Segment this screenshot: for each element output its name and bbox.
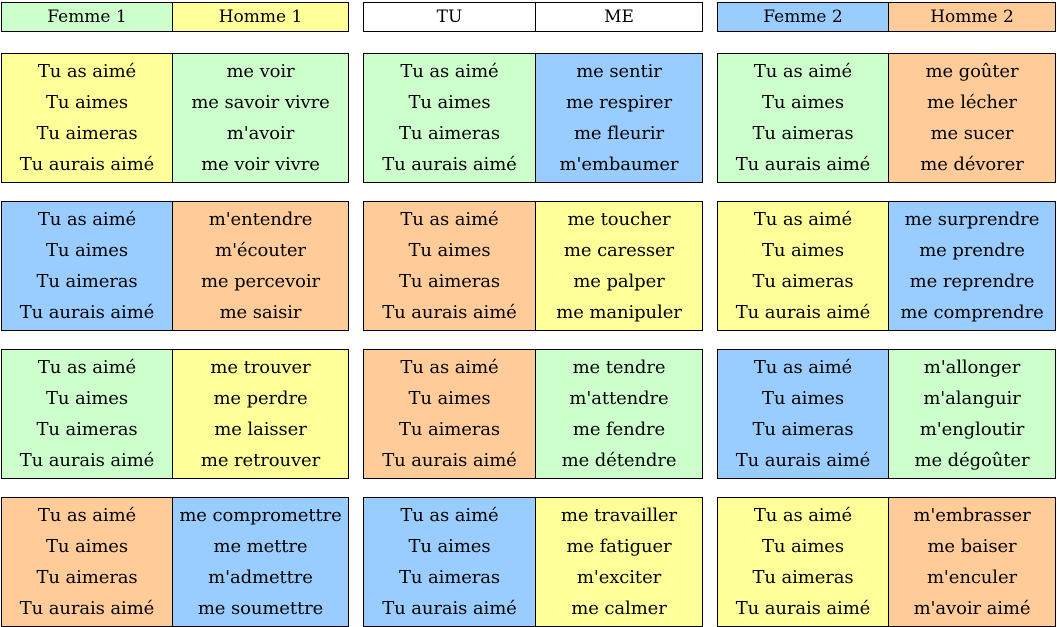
tu-form-text: Tu aimes	[762, 387, 844, 409]
conjugation-block	[363, 497, 703, 627]
me-verb-text: me saisir	[219, 301, 302, 323]
me-verb-text: me savoir vivre	[191, 91, 330, 113]
conjugation-block	[1, 201, 349, 331]
me-verbs-column	[535, 202, 702, 330]
tu-form-text: Tu as aimé	[400, 60, 499, 82]
me-verbs-column	[172, 350, 348, 478]
tu-form-text: Tu as aimé	[753, 208, 853, 230]
conjugation-block	[1, 53, 349, 183]
me-verbs-column	[172, 202, 348, 330]
me-verb-text: m'enculer	[926, 566, 1018, 588]
me-verbs-column	[172, 54, 348, 182]
me-verb-text: me palper	[573, 270, 665, 292]
tu-form-text: Tu aurais aimé	[382, 153, 517, 175]
tu-forms-column	[364, 202, 535, 330]
tu-form-text: Tu as aimé	[37, 208, 137, 230]
me-verb-text: me baiser	[927, 535, 1017, 557]
me-verb-text: me trouver	[210, 356, 311, 378]
conjugation-block	[363, 53, 703, 183]
conjugation-block	[363, 349, 703, 479]
me-verb-text: me lécher	[927, 91, 1017, 113]
tu-form-text: Tu as aimé	[753, 504, 853, 526]
tu-form-text: Tu as aimé	[37, 356, 137, 378]
me-verb-text: m'écouter	[215, 239, 306, 261]
me-verb-text: me respirer	[566, 91, 672, 113]
header-label: Femme 2	[718, 3, 888, 31]
tu-form-text: Tu aurais aimé	[19, 449, 155, 471]
me-verb-text: me perdre	[213, 387, 308, 409]
tu-form-text: Tu as aimé	[400, 208, 499, 230]
me-verb-text: me percevoir	[200, 270, 321, 292]
me-verb-text: m'attendre	[569, 387, 669, 409]
tu-forms-column	[2, 498, 172, 626]
tu-form-text: Tu aurais aimé	[19, 597, 155, 619]
me-verb-text: me travailler	[560, 504, 678, 526]
me-verb-text: me détendre	[561, 449, 677, 471]
column-header-group	[1, 2, 349, 32]
tu-form-text: Tu aimeras	[398, 270, 501, 292]
me-verb-text: me caresser	[563, 239, 675, 261]
me-verbs-column	[888, 498, 1055, 626]
me-verb-text: m'exciter	[576, 566, 662, 588]
me-verb-text: m'embrasser	[913, 504, 1031, 526]
me-verb-text: me fleurir	[573, 122, 665, 144]
tu-form-text: Tu aimeras	[752, 418, 854, 440]
tu-form-text: Tu aurais aimé	[19, 153, 155, 175]
me-verb-text: m'avoir	[226, 122, 295, 144]
me-verb-text: me reprendre	[909, 270, 1035, 292]
me-verb-text: me tendre	[572, 356, 666, 378]
conjugation-block	[363, 201, 703, 331]
tu-forms-column	[2, 202, 172, 330]
me-verb-text: me retrouver	[200, 449, 321, 471]
me-verbs-column	[888, 350, 1055, 478]
tu-forms-column	[718, 350, 888, 478]
tu-form-text: Tu aimeras	[398, 122, 501, 144]
tu-form-text: Tu as aimé	[37, 504, 137, 526]
me-verb-text: m'engloutir	[919, 418, 1025, 440]
me-verbs-column	[535, 350, 702, 478]
me-verb-text: me compromettre	[179, 504, 342, 526]
me-verb-text: me soumettre	[197, 597, 324, 619]
tu-form-text: Tu as aimé	[37, 60, 137, 82]
tu-forms-column	[2, 54, 172, 182]
tu-forms-column	[364, 54, 535, 182]
me-verb-text: m'embaumer	[559, 153, 679, 175]
me-verbs-column	[535, 498, 702, 626]
tu-form-text: Tu as aimé	[753, 60, 853, 82]
tu-form-text: Tu aimes	[762, 239, 844, 261]
conjugation-block	[1, 349, 349, 479]
conjugation-block	[1, 497, 349, 627]
me-verbs-column	[888, 54, 1055, 182]
me-verb-text: m'admettre	[208, 566, 313, 588]
tu-form-text: Tu aurais aimé	[382, 597, 517, 619]
tu-forms-column	[718, 202, 888, 330]
tu-forms-column	[364, 498, 535, 626]
me-verb-text: me calmer	[571, 597, 667, 619]
me-verbs-column	[172, 498, 348, 626]
me-verb-text: me manipuler	[556, 301, 682, 323]
tu-form-text: Tu aurais aimé	[382, 301, 517, 323]
me-verb-text: me fatiguer	[566, 535, 672, 557]
me-verbs-column	[888, 202, 1055, 330]
tu-form-text: Tu aimes	[408, 239, 491, 261]
tu-forms-column	[718, 54, 888, 182]
tu-form-text: Tu aimeras	[752, 566, 854, 588]
header-label: Homme 1	[172, 3, 348, 31]
column-header-group	[717, 2, 1056, 32]
me-verb-text: me fendre	[572, 418, 666, 440]
tu-form-text: Tu aimeras	[752, 122, 854, 144]
header-label: Femme 1	[2, 3, 172, 31]
tu-form-text: Tu aimes	[408, 91, 491, 113]
me-verb-text: me sucer	[930, 122, 1014, 144]
tu-form-text: Tu aimeras	[398, 418, 501, 440]
tu-form-text: Tu aurais aimé	[735, 301, 871, 323]
conjugation-block	[717, 201, 1056, 331]
tu-form-text: Tu aurais aimé	[735, 153, 871, 175]
tu-form-text: Tu aurais aimé	[382, 449, 517, 471]
tu-form-text: Tu aimes	[46, 239, 128, 261]
me-verb-text: me prendre	[919, 239, 1025, 261]
me-verbs-column	[535, 54, 702, 182]
tu-form-text: Tu aimes	[408, 535, 491, 557]
tu-forms-column	[2, 350, 172, 478]
me-verb-text: me dévorer	[920, 153, 1024, 175]
tu-forms-column	[364, 350, 535, 478]
me-verb-text: me sentir	[576, 60, 662, 82]
me-verb-text: m'allonger	[923, 356, 1021, 378]
tu-form-text: Tu aimeras	[398, 566, 501, 588]
me-verb-text: me surprendre	[904, 208, 1040, 230]
tu-form-text: Tu aurais aimé	[19, 301, 155, 323]
header-label: TU	[364, 3, 535, 31]
me-verb-text: me dégoûter	[914, 449, 1030, 471]
conjugation-block	[717, 349, 1056, 479]
tu-form-text: Tu aurais aimé	[735, 449, 871, 471]
tu-form-text: Tu aimes	[762, 91, 844, 113]
tu-form-text: Tu aimeras	[752, 270, 854, 292]
tu-form-text: Tu aimeras	[36, 122, 138, 144]
me-verb-text: me toucher	[567, 208, 671, 230]
header-label: ME	[535, 3, 702, 31]
me-verb-text: me laisser	[214, 418, 307, 440]
me-verb-text: m'entendre	[208, 208, 313, 230]
tu-form-text: Tu aimes	[46, 387, 128, 409]
me-verb-text: m'alanguir	[923, 387, 1021, 409]
tu-form-text: Tu as aimé	[400, 504, 499, 526]
tu-form-text: Tu aimes	[46, 535, 128, 557]
header-label: Homme 2	[888, 3, 1055, 31]
conjugation-block	[717, 53, 1056, 183]
tu-form-text: Tu aimeras	[36, 566, 138, 588]
conjugation-block	[717, 497, 1056, 627]
me-verb-text: me mettre	[213, 535, 308, 557]
tu-form-text: Tu aimes	[46, 91, 128, 113]
tu-form-text: Tu as aimé	[400, 356, 499, 378]
tu-form-text: Tu as aimé	[753, 356, 853, 378]
tu-forms-column	[718, 498, 888, 626]
me-verb-text: me comprendre	[900, 301, 1044, 323]
tu-form-text: Tu aimeras	[36, 270, 138, 292]
tu-form-text: Tu aimes	[762, 535, 844, 557]
me-verb-text: m'avoir aimé	[913, 597, 1031, 619]
me-verb-text: me goûter	[925, 60, 1019, 82]
tu-form-text: Tu aimes	[408, 387, 491, 409]
me-verb-text: me voir vivre	[201, 153, 320, 175]
tu-form-text: Tu aimeras	[36, 418, 138, 440]
me-verb-text: me voir	[226, 60, 295, 82]
tu-form-text: Tu aurais aimé	[735, 597, 871, 619]
column-header-group	[363, 2, 703, 32]
